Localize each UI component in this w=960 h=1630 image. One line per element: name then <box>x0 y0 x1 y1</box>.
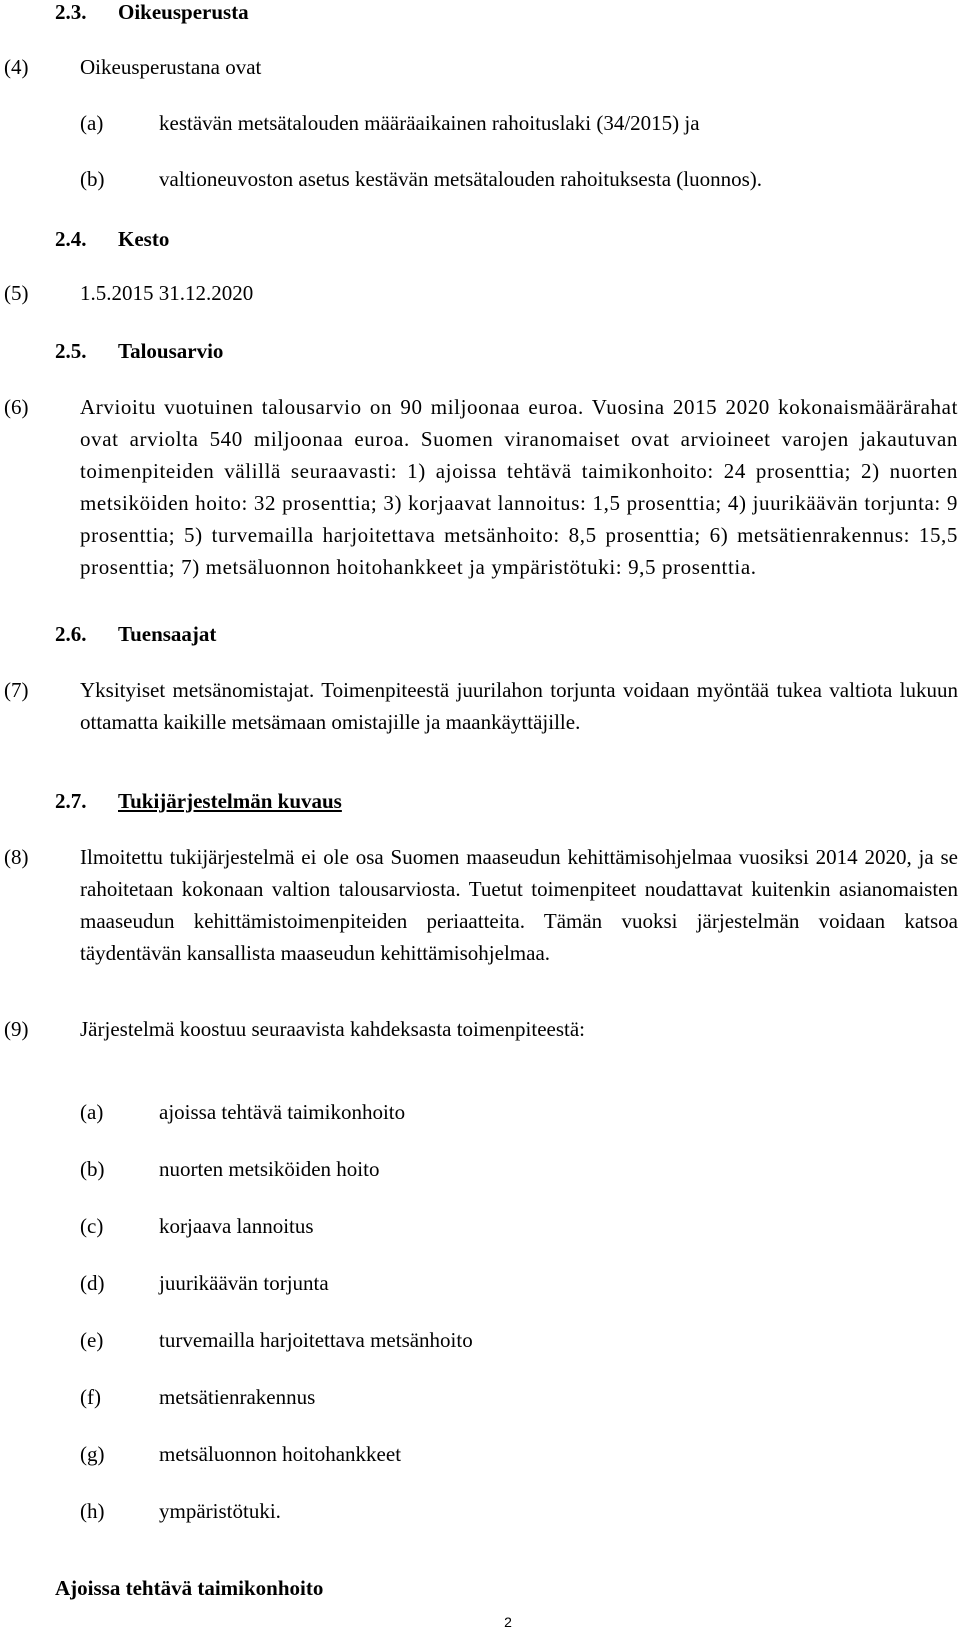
paragraph-number: (7) <box>4 678 29 702</box>
item-letter: (h) <box>80 1499 105 1523</box>
item-text: turvemailla harjoitettava metsänhoito <box>159 1328 473 1352</box>
item-text: metsäluonnon hoitohankkeet <box>159 1442 402 1466</box>
paragraph-text: 1.5.2015 31.12.2020 <box>80 281 254 305</box>
item-text: ympäristötuki. <box>159 1499 281 1523</box>
item-letter: (d) <box>80 1271 105 1295</box>
item-text: korjaava lannoitus <box>159 1214 314 1238</box>
paragraph-number: (6) <box>4 395 29 419</box>
paragraph-number: (8) <box>4 845 29 869</box>
paragraph-text: Järjestelmä koostuu seuraavista kahdeksasta toimenpiteestä: <box>80 1017 586 1041</box>
subsection-heading: Ajoissa tehtävä taimikonhoito <box>55 1576 324 1600</box>
item-letter: (a) <box>80 111 104 135</box>
item-text: kestävän metsätalouden määräaikainen rahoituslaki (34/2015) ja <box>159 111 700 135</box>
item-text: ajoissa tehtävä taimikonhoito <box>159 1100 406 1124</box>
section-number: 2.6. <box>55 622 87 646</box>
item-text: valtioneuvoston asetus kestävän metsätalouden rahoituksesta (luonnos). <box>159 167 763 191</box>
section-heading-2-6 <box>55 618 216 650</box>
section-title: Talousarvio <box>118 339 224 363</box>
paragraph-number: (4) <box>4 55 29 79</box>
section-heading-2-7 <box>55 785 342 817</box>
section-number: 2.4. <box>55 227 87 251</box>
item-letter: (a) <box>80 1100 104 1124</box>
item-letter: (b) <box>80 1157 105 1181</box>
item-text: metsätienrakennus <box>159 1385 316 1409</box>
item-letter: (c) <box>80 1214 104 1238</box>
section-title: Tukijärjestelmän kuvaus <box>118 789 342 813</box>
item-letter: (f) <box>80 1385 101 1409</box>
section-title: Tuensaajat <box>118 622 217 646</box>
section-number: 2.3. <box>55 0 87 24</box>
section-title: Oikeusperusta <box>118 0 249 24</box>
section-heading-2-5 <box>55 335 223 367</box>
paragraph-text: Oikeusperustana ovat <box>80 55 262 79</box>
section-title: Kesto <box>118 227 170 251</box>
section-heading-2-3 <box>55 0 249 28</box>
page-number: 2 <box>504 1614 512 1630</box>
paragraph-text: Ilmoitettu tukijärjestelmä ei ole osa Suomen maaseudun kehittämisohjelmaa vuosiksi 2014 2020, ja se rahoitetaan kokonaan valtion talousarviosta. Tuetut toimenpiteet noudattavat kuitenkin asianomaisten maaseudun kehittämistoimenpiteiden periaatteita. Tämän vuoksi järjestelmän voidaan katsoa täydentävän kansallista maaseudun kehittämisohjelmaa. <box>80 845 958 965</box>
section-heading-2-4 <box>55 223 169 255</box>
item-letter: (b) <box>80 167 105 191</box>
item-letter: (e) <box>80 1328 104 1352</box>
section-number: 2.5. <box>55 339 87 363</box>
paragraph-number: (9) <box>4 1017 29 1041</box>
section-number: 2.7. <box>55 789 87 813</box>
item-text: juurikäävän torjunta <box>159 1271 329 1295</box>
paragraph-number: (5) <box>4 281 29 305</box>
paragraph-text: Yksityiset metsänomistajat. Toimenpiteestä juurilahon torjunta voidaan myöntää tukea valtiota lukuun ottamatta kaikille metsämaan omistajille ja maankäyttäjille. <box>80 678 958 734</box>
item-text: nuorten metsiköiden hoito <box>159 1157 380 1181</box>
item-letter: (g) <box>80 1442 105 1466</box>
paragraph-text: Arvioitu vuotuinen talousarvio on 90 miljoonaa euroa. Vuosina 2015 2020 kokonaismäärärahat ovat arviolta 540 miljoonaa euroa. Suomen viranomaiset ovat arvioineet varojen jakautuvan toimenpiteiden välillä seuraavasti: 1) ajoissa tehtävä taimikonhoito: 24 prosenttia; 2) nuorten metsiköiden hoito: 32 prosenttia; 3) korjaavat lannoitus: 1,5 prosenttia; 4) juurikäävän torjunta: 9 prosenttia; 5) turvemailla harjoitettava metsänhoito: 8,5 prosenttia; 6) metsätienrakennus: 15,5 prosenttia; 7) metsäluonnon hoitohankkeet ja ympäristötuki: 9,5 prosenttia. <box>80 395 958 579</box>
